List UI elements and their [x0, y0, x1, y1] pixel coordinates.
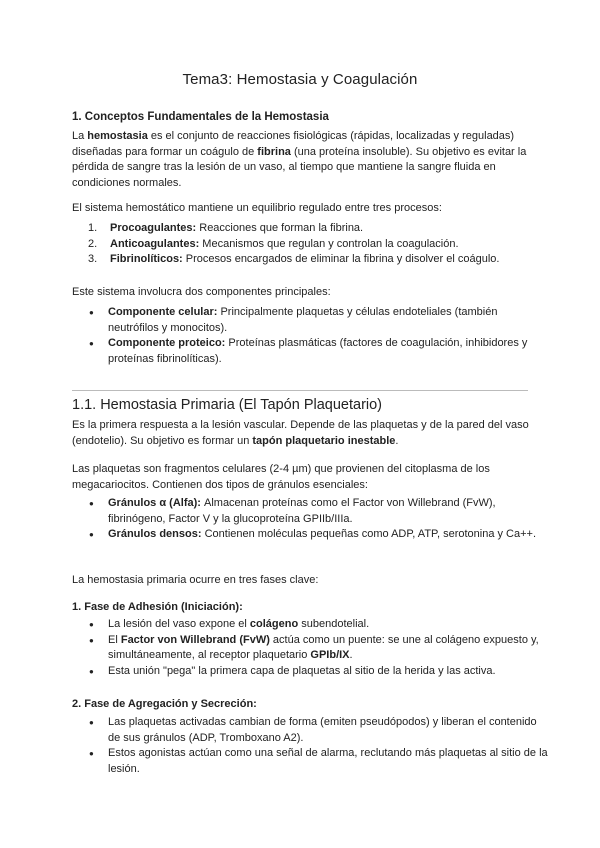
- list-item: Fibrinolíticos: Procesos encargados de eliminar la fibrina y disolver el coágulo.: [110, 253, 500, 265]
- list-item: ● El Factor von Willebrand (FvW) actúa como un puente: se une al colágeno expuesto y, simultáneamente, al receptor plaquetario GPIb/IX.: [108, 633, 548, 664]
- components-intro: Este sistema involucra dos componentes principales:: [72, 286, 331, 298]
- phase-1-heading: 1. Fase de Adhesión (Iniciación):: [72, 601, 243, 613]
- list-item: ● Esta unión "pega" la primera capa de plaquetas al sitio de la herida y las activa.: [108, 664, 548, 680]
- list-item: ● Estos agonistas actúan como una señal de alarma, reclutando más plaquetas al sitio de la lesión.: [108, 746, 548, 777]
- phase-1-list: [72, 617, 548, 679]
- list-item: ● Gránulos densos: Contienen moléculas pequeñas como ADP, ATP, serotonina y Ca++.: [108, 527, 548, 543]
- document-title: Tema3: Hemostasia y Coagulación: [182, 71, 418, 88]
- list-item: ● Componente proteico: Proteínas plasmáticas (factores de coagulación, inhibidores y proteínas fibrinolíticas).: [108, 336, 548, 367]
- primary-hemostasis-intro: Es la primera respuesta a la lesión vascular. Depende de las plaquetas y de la pared del vaso (endotelio). Su objetivo es formar un tapón plaquetario inestable.: [72, 419, 529, 447]
- list-item: ● Las plaquetas activadas cambian de forma (emiten pseudópodos) y liberan el contenido de sus gránulos (ADP, Tromboxano A2).: [108, 715, 548, 746]
- section-1-heading: 1. Conceptos Fundamentales de la Hemostasia: [72, 111, 329, 123]
- components-list: [72, 305, 548, 367]
- platelets-text: Las plaquetas son fragmentos celulares (2-4 µm) que provienen del citoplasma de los megacariocitos. Contienen dos tipos de gránulos esenciales:: [72, 463, 490, 491]
- phase-2-heading: 2. Fase de Agregación y Secreción:: [72, 698, 257, 710]
- equilibrium-text: El sistema hemostático mantiene un equilibrio regulado entre tres procesos:: [72, 202, 442, 214]
- list-item: Procoagulantes: Reacciones que forman la fibrina.: [110, 222, 364, 234]
- list-item: ● La lesión del vaso expone el colágeno subendotelial.: [108, 617, 548, 633]
- section-1-1-heading: 1.1. Hemostasia Primaria (El Tapón Plaquetario): [72, 397, 383, 413]
- granules-list: [72, 496, 548, 543]
- processes-list: [72, 221, 548, 268]
- section-divider: [72, 390, 528, 391]
- list-item: Anticoagulantes: Mecanismos que regulan y controlan la coagulación.: [110, 237, 459, 250]
- list-item: ● Componente celular: Principalmente plaquetas y células endoteliales (también neutrófilos y monocitos).: [108, 305, 548, 336]
- section-1-intro: La hemostasia es el conjunto de reacciones fisiológicas (rápidas, localizadas y reguladas) diseñadas para formar un coágulo de fibrina (una proteína insoluble). Su objetivo es evitar la pérdida de sangre tras la lesión de un vaso, al tiempo que mantiene la sangre fluida en condiciones normales.: [72, 130, 527, 189]
- list-item: ● Gránulos α (Alfa): Almacenan proteínas como el Factor von Willebrand (FvW), fibrinógeno, Factor V y la glucoproteína GPIIb/IIIa.: [108, 496, 548, 527]
- phase-2-list: [72, 715, 548, 777]
- phases-intro: La hemostasia primaria ocurre en tres fases clave:: [72, 574, 319, 586]
